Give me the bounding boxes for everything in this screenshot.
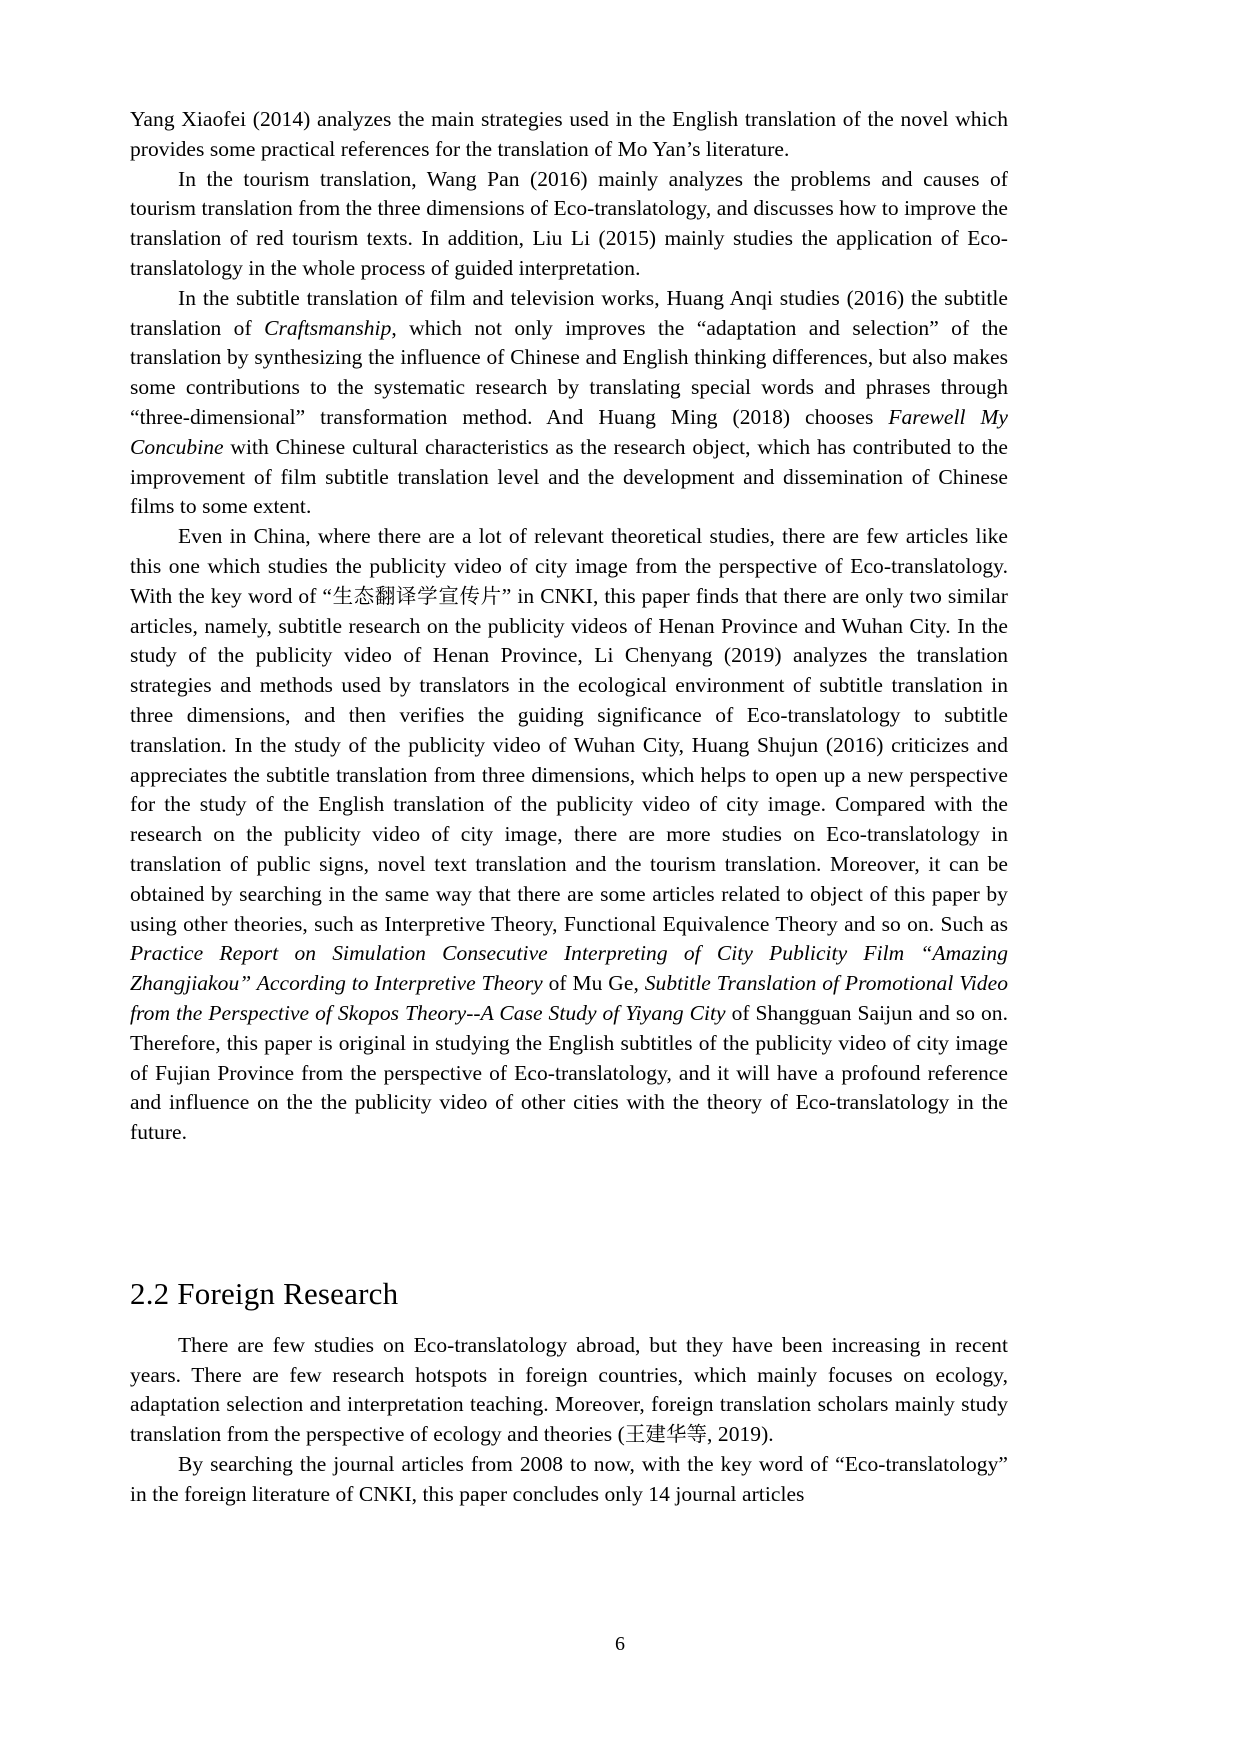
paragraph-4: Even in China, where there are a lot of relevant theoretical studies, there are few articles like this one which studies the publicity video of city image from the perspective of Eco-translatology. With the key word of “生态翻译学宣传片” in CNKI, this paper finds that there are only two similar articles, namely, subtitle research on the publicity videos of Henan Province and Wuhan City. In the study of the publicity video of Henan Province, Li Chenyang (2019) analyzes the translation strategies and methods used by translators in the ecological environment of subtitle translation in three dimensions, and then verifies the guiding significance of Eco-translatology to subtitle translation. In the study of the publicity video of Wuhan City, Huang Shujun (2016) criticizes and appreciates the subtitle translation from three dimensions, which helps to open up a new perspective for the study of the English translation of the publicity video of city image. Compared with the research on the publicity video of city image, there are more studies on Eco-translatology in translation of public signs, novel text translation and the tourism translation. Moreover, it can be obtained by searching in the same way that there are some articles related to object of this paper by using other theories, such as Interpretive Theory, Functional Equivalence Theory and so on. Such as Practice Report on Simulation Consecutive Interpreting of City Publicity Film “Amazing Zhangjiakou” According to Interpretive Theory of Mu Ge, Subtitle Translation of Promotional Video from the Perspective of Skopos Theory--A Case Study of Yiyang City of Shangguan Saijun and so on. Therefore, this paper is original in studying the English subtitles of the publicity video of city image of Fujian Province from the perspective of Eco-translatology, and it will have a profound reference and influence on the the publicity video of other cities with the theory of Eco-translatology in the future. — [130, 524, 1009, 1145]
cjk-text: 王建华等 — [624, 1422, 708, 1447]
italic-title: Practice Report on Simulation Consecutive Interpreting of City Publicity Film “Amazing Zhangjiakou” According to Interpretive Theory — [130, 941, 1008, 996]
italic-title: Subtitle Translation of Promotional Video from the Perspective of Skopos Theory--A Case Study of Yiyang City — [130, 971, 1008, 1025]
paragraph-5: There are few studies on Eco-translatology abroad, but they have been increasing in recent years. There are few research hotspots in foreign countries, which mainly focuses on ecology, adaptation selection and interpretation teaching. Moreover, foreign translation scholars mainly study translation from the perspective of ecology and theories (王建华等, 2019). — [130, 1332, 1008, 1447]
paragraph-1: Yang Xiaofei (2014) analyzes the main strategies used in the English translation of the novel which provides some practical references for the translation of Mo Yan’s literature. — [130, 107, 1008, 161]
page-number: 6 — [615, 1633, 625, 1655]
italic-title: Craftsmanship — [264, 315, 392, 340]
section-heading-2-2: 2.2 Foreign Research — [130, 1275, 399, 1311]
italic-title: Farewell My Concubine — [130, 404, 1009, 459]
cjk-text: 生态翻译学宣传片 — [332, 583, 502, 608]
paragraph-3: In the subtitle translation of film and television works, Huang Anqi studies (2016) the subtitle translation of Craftsmanship, which not only improves the “adaptation and selection” of the translation by synthesizing the influence of Chinese and English thinking differences, but also makes some contributions to the systematic research by translating special words and phrases through “three-dimensional” transformation method. And Huang Ming (2018) chooses Farewell My Concubine with Chinese cultural characteristics as the research object, which has contributed to the improvement of film subtitle translation level and the development and dissemination of Chinese films to some extent. — [130, 285, 1009, 519]
page-content — [130, 105, 1008, 1510]
paragraph-2: In the tourism translation, Wang Pan (2016) mainly analyzes the problems and causes of tourism translation from the three dimensions of Eco-translatology, and discusses how to improve the translation of red tourism texts. In addition, Liu Li (2015) mainly studies the application of Eco-translatology in the whole process of guided interpretation. — [130, 166, 1008, 280]
paragraph-6: By searching the journal articles from 2008 to now, with the key word of “Eco-translatology” in the foreign literature of CNKI, this paper concludes only 14 journal articles — [130, 1452, 1008, 1506]
heading-spacer — [130, 1314, 1008, 1331]
section-spacer — [130, 1148, 1008, 1274]
